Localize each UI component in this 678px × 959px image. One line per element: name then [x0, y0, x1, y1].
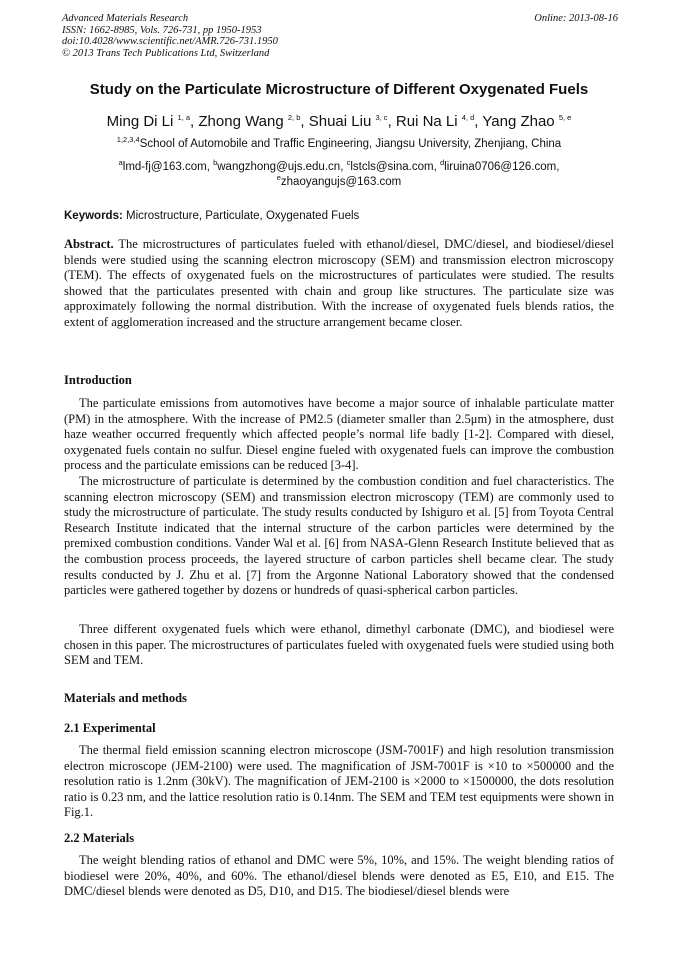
paragraph: The microstructure of particulate is determined by the combustion condition and fuel characteristics. The scanning electron microscopy (SEM) and transmission electron microscopy (TEM) are commonly used to study the microstructure of particulate. The study results conducted by Ishiguro et al. [5] from Toyota Central Research Institute indicated that the internal structure of the carbon particles were determined by the premixed combustion conditions. Vander Wal et al. [6] from NASA-Glenn Research Institute believed that as the combustion process proceeds, the layered structure of carbon particles shell became clear. The study results conducted by J. Zhu et al. [7] from the Argonne National Laboratory showed that the condensed particles were gathered together by dozens or hundreds of quasi-spherical carbon particles. — [64, 474, 614, 598]
paragraph: The thermal field emission scanning electron microscope (JSM-7001F) and high resolution transmission electron microscope (JEM-2100) were used. The magnification of JSM-7001F is ×10 to ×500000 and the resolution ratio is 1.2nm (30kV). The magnification of JEM-2100 is ×2000 to ×1500000, the dots resolution ratio is 0.23 nm, and the lattice resolution ratio is 0.14nm. The SEM and TEM test equipments were shown in Fig.1. — [64, 743, 614, 820]
paragraph: The weight blending ratios of ethanol and DMC were 5%, 10%, and 15%. The weight blending ratios of biodiesel were 20%, 40%, and 60%. The ethanol/diesel blends were denoted as E5, E10, and E15. The DMC/diesel blends were denoted as D5, D10, and D15. The biodiesel/diesel blends were — [64, 853, 614, 899]
email-mark: a — [118, 158, 123, 168]
subsection-heading: 2.2 Materials — [64, 831, 135, 845]
paper-title: Study on the Particulate Microstructure of Different Oxygenated Fuels — [89, 81, 589, 98]
author-separator: , — [387, 113, 396, 130]
issn-line: ISSN: 1662-8985, Vols. 726-731, pp 1950-1953 — [62, 24, 262, 36]
author-name: Rui Na Li — [395, 113, 458, 130]
journal-header — [62, 13, 618, 59]
email-mark: e — [276, 173, 281, 183]
abstract — [64, 237, 614, 331]
author-separator: , — [474, 113, 483, 130]
email-address[interactable]: zhaoyangujs@163.com — [280, 176, 402, 188]
author-affil-mark: 2, b — [287, 113, 301, 122]
author-separator: , — [300, 113, 309, 130]
abstract-text: The microstructures of particulates fueled with ethanol/diesel, DMC/diesel, and biodiesel/diesel blends were studied using the scanning electron microscopy (SEM) and transmission electron microscopy (TEM). The effects of oxygenated fuels on the microstructures of particulates were studied. The results showed that the particulates presented with chain and group like structures. The particulate size was approximately following the normal distribution. With the increase of oxygenated fuels blends ratios, the extent of agglomeration increased and the structure arrangement became closer. — [64, 237, 614, 329]
email-separator: , — [433, 161, 440, 173]
affil-text: School of Automobile and Traffic Engineering, Jiangsu University, Zhenjiang, China — [139, 138, 562, 150]
author-affil-mark: 3, c — [375, 113, 388, 122]
keywords-text: Microstructure, Particulate, Oxygenated Fuels — [122, 210, 360, 222]
email-address[interactable]: lmd-fj@163.com — [122, 161, 207, 173]
paragraph: Three different oxygenated fuels which were ethanol, dimethyl carbonate (DMC), and biodiesel were chosen in this paper. The microstructures of particulates fueled with oxygenated fuels were studied using both SEM and TEM. — [64, 622, 614, 668]
author-name: Shuai Liu — [308, 113, 372, 130]
affil-mark: 1,2,3,4 — [116, 135, 140, 145]
email-line — [40, 175, 638, 190]
author-affil-mark: 5, e — [558, 113, 572, 122]
affiliation — [40, 135, 638, 150]
email-mark: c — [346, 158, 351, 168]
email-separator: , — [340, 161, 347, 173]
email-address[interactable]: liruina0706@126.com — [444, 161, 557, 173]
keywords-label: Keywords: — [64, 210, 123, 222]
online-date: Online: 2013-08-16 — [534, 13, 618, 24]
abstract-label: Abstract. — [64, 237, 114, 251]
doi-line: doi:10.4028/www.scientific.net/AMR.726-731.1950 — [62, 36, 278, 47]
section-heading-introduction: Introduction — [64, 373, 132, 387]
email-mark: b — [213, 158, 218, 168]
copyright-line: © 2013 Trans Tech Publications Ltd, Switzerland — [62, 47, 270, 59]
author-name: Zhong Wang — [198, 113, 284, 130]
email-separator: , — [206, 161, 214, 173]
email-mark: d — [439, 158, 445, 168]
email-line — [40, 160, 638, 175]
author-name: Ming Di Li — [106, 113, 174, 130]
email-address[interactable]: wangzhong@ujs.edu.cn — [217, 161, 341, 173]
email-address[interactable]: lstcls@sina.com — [350, 161, 434, 173]
email-list — [40, 160, 638, 190]
author-separator: , — [190, 113, 199, 130]
section-heading-methods: Materials and methods — [64, 691, 187, 705]
email-separator: , — [556, 161, 560, 173]
journal-name: Advanced Materials Research — [62, 13, 189, 24]
keywords — [64, 210, 616, 222]
paragraph: The particulate emissions from automotives have become a major source of inhalable particulate matter (PM) in the atmosphere. With the increase of PM2.5 (diameter smaller than 2.5μm) in the atmosphere, dust haze weather occurred frequently which affected people’s normal life badly [1-2]. Compared with diesel, oxygenated fuels contain no sulfur. Diesel engine fueled with oxygenated fuels can improve the combustion process and the particulate emissions can be reduced [3-4]. — [64, 396, 614, 473]
author-list — [40, 113, 638, 130]
author-affil-mark: 1, a — [177, 113, 191, 122]
subsection-heading: 2.1 Experimental — [64, 721, 156, 735]
author-name: Yang Zhao — [482, 113, 555, 130]
author-affil-mark: 4, d — [461, 113, 475, 122]
